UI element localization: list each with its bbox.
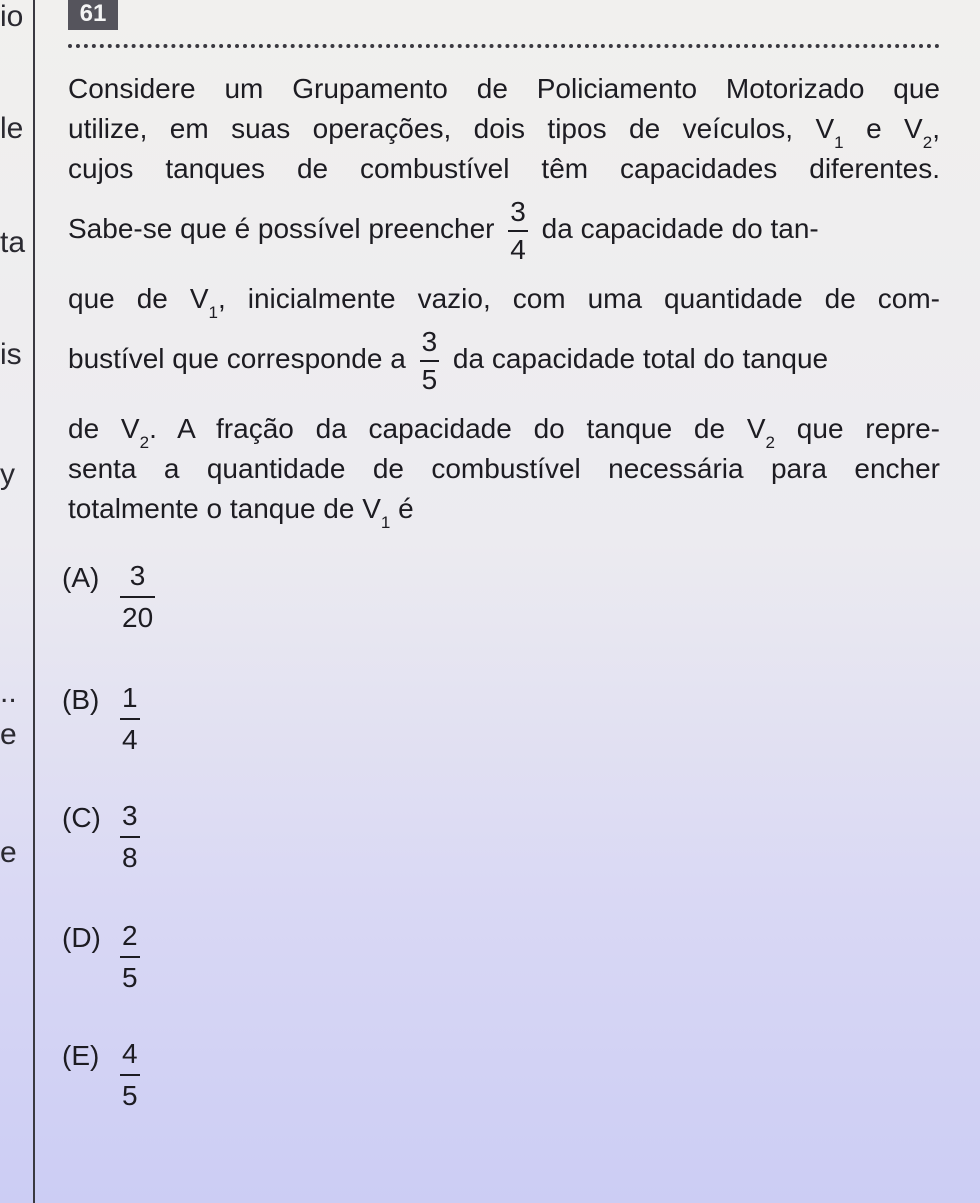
subscript: 2 <box>922 133 933 152</box>
fraction-bar <box>120 596 155 598</box>
fraction-three-quarters <box>508 195 528 265</box>
fraction-bar <box>120 956 140 958</box>
denominator: 8 <box>122 842 138 873</box>
subscript: 1 <box>380 513 391 532</box>
text: , inicialmente vazio, com uma quantidade de com- <box>217 283 940 314</box>
question-line-8: senta a quantidade de combustível necessária para encher <box>68 453 940 484</box>
denominator: 5 <box>421 363 438 395</box>
margin-fragment: .. <box>0 676 17 709</box>
question-line-2 <box>68 112 940 150</box>
text: bustível que corresponde a <box>68 343 414 374</box>
denominator: 5 <box>122 1080 138 1111</box>
fraction-bar <box>120 1074 140 1076</box>
text: que repre- <box>775 413 940 444</box>
subscript: 1 <box>208 303 218 322</box>
dotted-separator <box>68 44 940 48</box>
option-fraction <box>120 684 140 754</box>
fraction-three-fifths <box>420 325 440 395</box>
numerator: 4 <box>122 1038 138 1069</box>
subscript: 2 <box>139 433 150 452</box>
fraction-bar <box>508 230 528 232</box>
text: e V <box>843 113 923 144</box>
numerator: 3 <box>122 800 138 831</box>
text: de V <box>68 413 140 444</box>
margin-fragment: ta <box>0 226 26 259</box>
question-line-7 <box>68 412 940 450</box>
margin-fragment: y <box>0 458 15 491</box>
option-letter: (B) <box>62 684 100 715</box>
question-number: 61 <box>68 0 118 30</box>
numerator: 3 <box>510 195 526 227</box>
question-line-1: Considere um Grupamento de Policiamento Motorizado que <box>68 73 940 104</box>
text: totalmente o tanque de V <box>68 493 381 524</box>
numerator: 3 <box>129 560 146 591</box>
question-line-6 <box>68 324 940 394</box>
question-line-9 <box>68 492 940 530</box>
column-divider <box>33 0 35 1203</box>
margin-fragment: e <box>0 836 17 869</box>
option-letter: (D) <box>62 922 101 953</box>
denominator: 4 <box>510 233 526 265</box>
option-letter: (A) <box>62 562 100 593</box>
denominator: 5 <box>122 962 138 993</box>
text: , <box>932 113 940 144</box>
fraction-bar <box>120 836 140 838</box>
margin-fragment: is <box>0 338 22 371</box>
numerator: 2 <box>122 920 138 951</box>
margin-fragment: e <box>0 718 17 751</box>
option-fraction <box>120 802 140 872</box>
question-line-4 <box>68 194 940 264</box>
subscript: 1 <box>834 133 844 152</box>
text: da capacidade total do tanque <box>445 343 829 374</box>
question-line-3: cujos tanques de combustível têm capacidades diferentes. <box>68 153 940 184</box>
question-line-5 <box>68 282 940 320</box>
numerator: 3 <box>421 325 438 357</box>
option-fraction <box>120 1040 140 1110</box>
subscript: 2 <box>765 433 776 452</box>
option-fraction <box>120 922 140 992</box>
option-letter: (E) <box>62 1040 100 1071</box>
denominator: 20 <box>122 602 154 633</box>
text: da capacidade do tan- <box>533 213 819 244</box>
left-column-fragments <box>0 0 32 1203</box>
numerator: 1 <box>122 682 138 713</box>
denominator: 4 <box>122 724 138 755</box>
fraction-bar <box>120 718 140 720</box>
text: utilize, em suas operações, dois tipos de veículos, V <box>68 113 835 144</box>
fraction-bar <box>420 360 440 362</box>
text: . A fração da capacidade do tanque de V <box>149 413 766 444</box>
text: Sabe-se que é possível preencher <box>68 213 503 244</box>
margin-fragment: le <box>0 112 24 145</box>
margin-fragment: io <box>0 0 24 33</box>
option-letter: (C) <box>62 802 101 833</box>
text: que de V <box>68 283 209 314</box>
text: é <box>390 493 414 524</box>
option-fraction <box>120 562 155 632</box>
